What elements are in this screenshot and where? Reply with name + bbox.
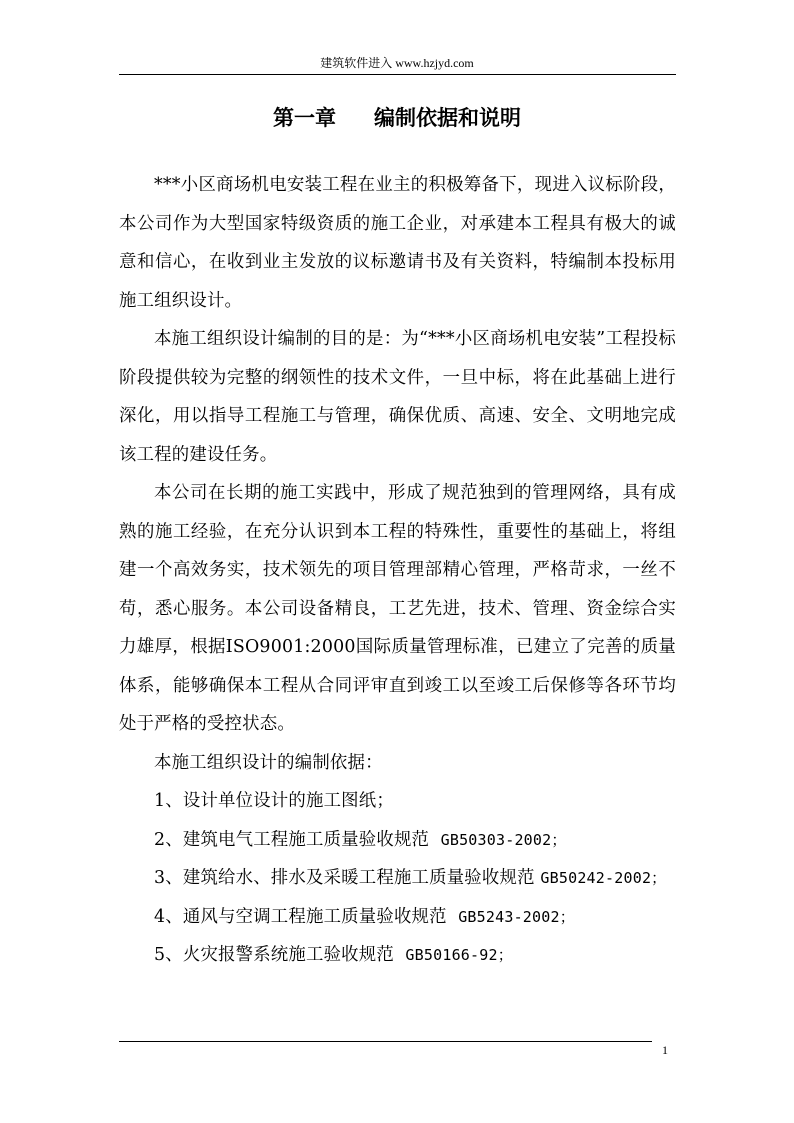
body-text [119, 166, 676, 975]
list-item [119, 936, 676, 975]
paragraph-basis-heading: 本施工组织设计的编制依据： [154, 752, 383, 773]
page-header: 建筑软件进入 www.hzjyd.com [320, 56, 474, 70]
chapter-title [0, 104, 794, 132]
paragraph-purpose: 本施工组织设计编制的目的是：为“***小区商场机电安装”工程投标阶段提供较为完整的纲领性的技术文件，一旦中标，将在此基础上进行深化，用以指导工程施工与管理，确保优质、高速、安全、文明地完成该工程的建设任务。 [119, 329, 676, 465]
standard-code: GB50242-2002； [540, 869, 667, 887]
list-item [119, 821, 676, 860]
footer-divider [119, 1041, 652, 1042]
paragraph-company: 本公司在长期的施工实践中，形成了规范独到的管理网络，具有成熟的施工经验，在充分认识到本工程的特殊性，重要性的基础上，将组建一个高效务实，技术领先的项目管理部精心管理，严格苛求，一丝不苟，悉心服务。本公司设备精良，工艺先进，技术、管理、资金综合实力雄厚，根据ISO9001:2000国际质量管理标准，已建立了完善的质量体系，能够确保本工程从合同评审直到竣工以至竣工后保修等各环节均处于严格的受控状态。 [119, 483, 676, 734]
chapter-number: 第一章 [273, 106, 336, 130]
standard-code: GB50166-92； [405, 946, 513, 964]
standard-code: GB50303-2002； [440, 830, 567, 849]
standard-code: GB5243-2002； [458, 907, 575, 926]
chapter-name: 编制依据和说明 [374, 106, 521, 130]
list-item-text: 1、设计单位设计的施工图纸； [154, 791, 394, 811]
list-item-text: 2、建筑电气工程施工质量验收规范 [154, 829, 430, 850]
list-item [119, 898, 676, 937]
header-divider [119, 74, 676, 75]
page-number: 1 [662, 1043, 668, 1057]
list-item [119, 782, 676, 821]
list-item-text: 3、建筑给水、排水及采暖工程施工质量验收规范 [154, 868, 535, 888]
paragraph-intro: ***小区商场机电安装工程在业主的积极筹备下，现进入议标阶段，本公司作为大型国家特级资质的施工企业，对承建本工程具有极大的诚意和信心，在收到业主发放的议标邀请书及有关资料，特编制本投标用施工组织设计。 [119, 175, 676, 311]
list-item-text: 5、火灾报警系统施工验收规范 [154, 945, 394, 965]
list-item-text: 4、通风与空调工程施工质量验收规范 [154, 906, 447, 927]
list-item [119, 859, 676, 898]
